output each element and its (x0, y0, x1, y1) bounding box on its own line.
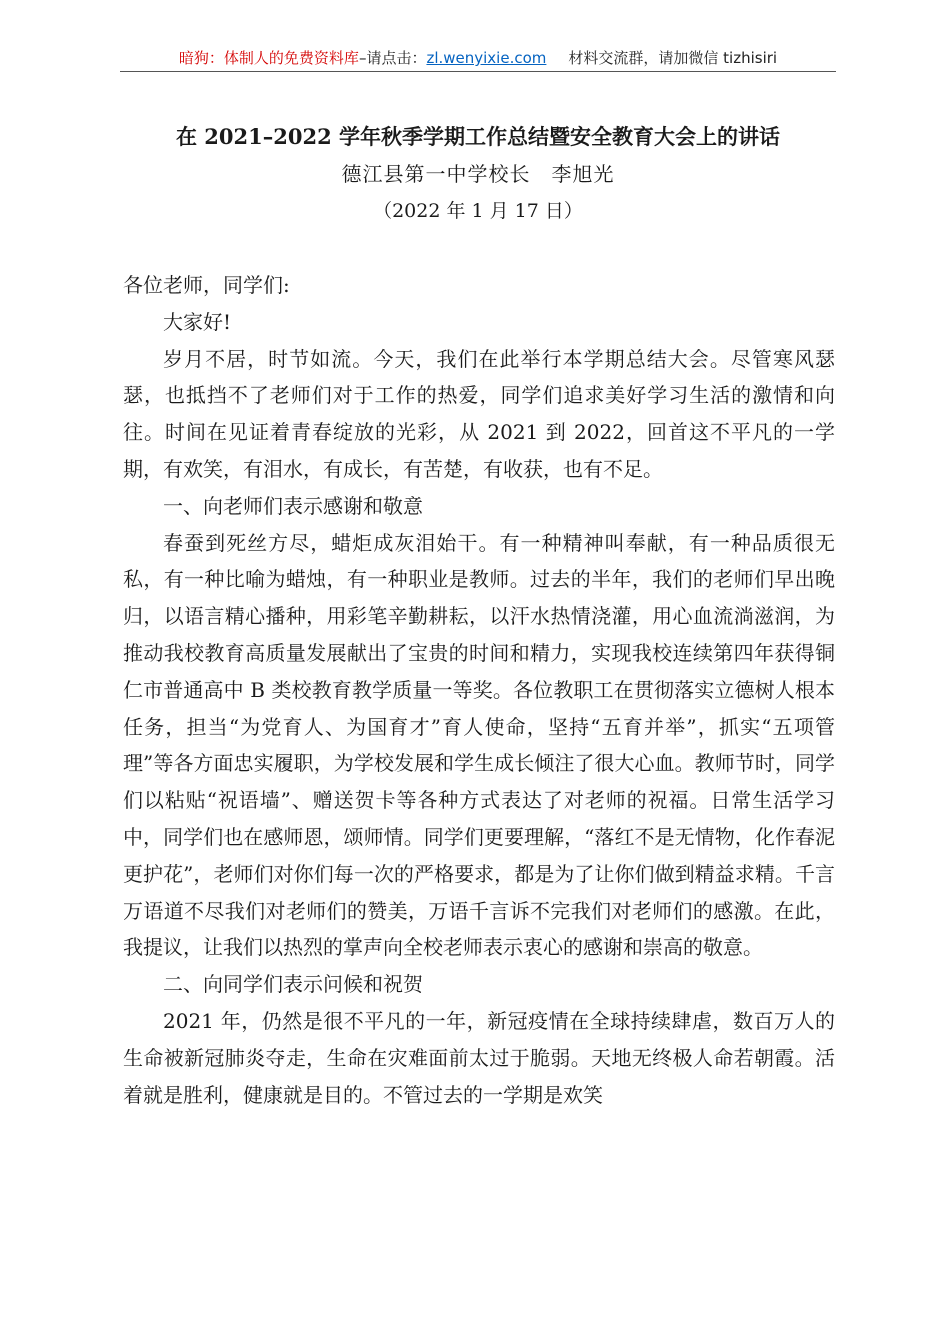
greeting: 大家好! (163, 309, 232, 334)
document-title: 在 2021–2022 学年秋季学期工作总结暨安全教育大会上的讲话 (175, 124, 780, 149)
header-site-name: 暗狗：体制人的免费资料库 (178, 49, 359, 67)
intro-paragraph: 岁月不居，时节如流。今天，我们在此举行本学期总结大会。尽管寒风瑟瑟，也抵挡不了老师们对于工作的热爱，同学们追求美好学习生活的激情和向往。时间在见证着青春绽放的光彩，从 2021 到 2022，回首这不平凡的一学期，有欢笑，有泪水，有成长，有苦楚，有收获，也有不足。 (123, 346, 835, 481)
section-2-heading: 二、向同学们表示问候和祝贺 (163, 972, 423, 997)
header-prompt: –请点击： (358, 49, 427, 67)
section-1-heading: 一、向老师们表示感谢和敬意 (163, 493, 423, 518)
header-note: 材料交流群，请加微信 tizhisiri (568, 49, 778, 67)
page-header (120, 46, 836, 70)
section-2-paragraph: 2021 年，仍然是很不平凡的一年，新冠疫情在全球持续肆虐，数百万人的生命被新冠肺炎夺走，生命在灾难面前太过于脆弱。天地无终极人命若朝霞。活着就是胜利，健康就是目的。不管过去的一学期是欢笑 (123, 1008, 835, 1107)
header-divider (120, 71, 836, 72)
header-url-link[interactable]: zl.wenyixie.com (426, 49, 547, 67)
document-author: 德江县第一中学校长 李旭光 (341, 162, 615, 186)
salutation: 各位老师，同学们: (123, 273, 290, 297)
document-date: （2022 年 1 月 17 日） (373, 200, 583, 222)
document-body (123, 267, 835, 1113)
section-1-paragraph: 春蚕到死丝方尽，蜡炬成灰泪始干。有一种精神叫奉献，有一种品质很无私，有一种比喻为蜡烛，有一种职业是教师。过去的半年，我们的老师们早出晚归，以语言精心播种，用彩笔辛勤耕耘，以汗水热情浇灌，用心血流淌滋润，为推动我校教育高质量发展献出了宝贵的时间和精力，实现我校连续第四年获得铜仁市普通高中 B 类校教育教学质量一等奖。各位教职工在贯彻落实立德树人根本任务，担当“为党育人、为国育才”育人使命，坚持“五育并举”，抓实“五项管理”等各方面忠实履职，为学校发展和学生成长倾注了很大心血。教师节时，同学们以粘贴“祝语墙”、赠送贺卡等各种方式表达了对老师的祝福。日常生活学习中，同学们也在感师恩，颂师情。同学们更要理解，“落红不是无情物，化作春泥更护花”，老师们对你们每一次的严格要求，都是为了让你们做到精益求精。千言万语道不尽我们对老师们的赞美，万语千言诉不完我们对老师们的感激。在此，我提议，让我们以热烈的掌声向全校老师表示衷心的感谢和崇高的敬意。 (123, 530, 835, 960)
